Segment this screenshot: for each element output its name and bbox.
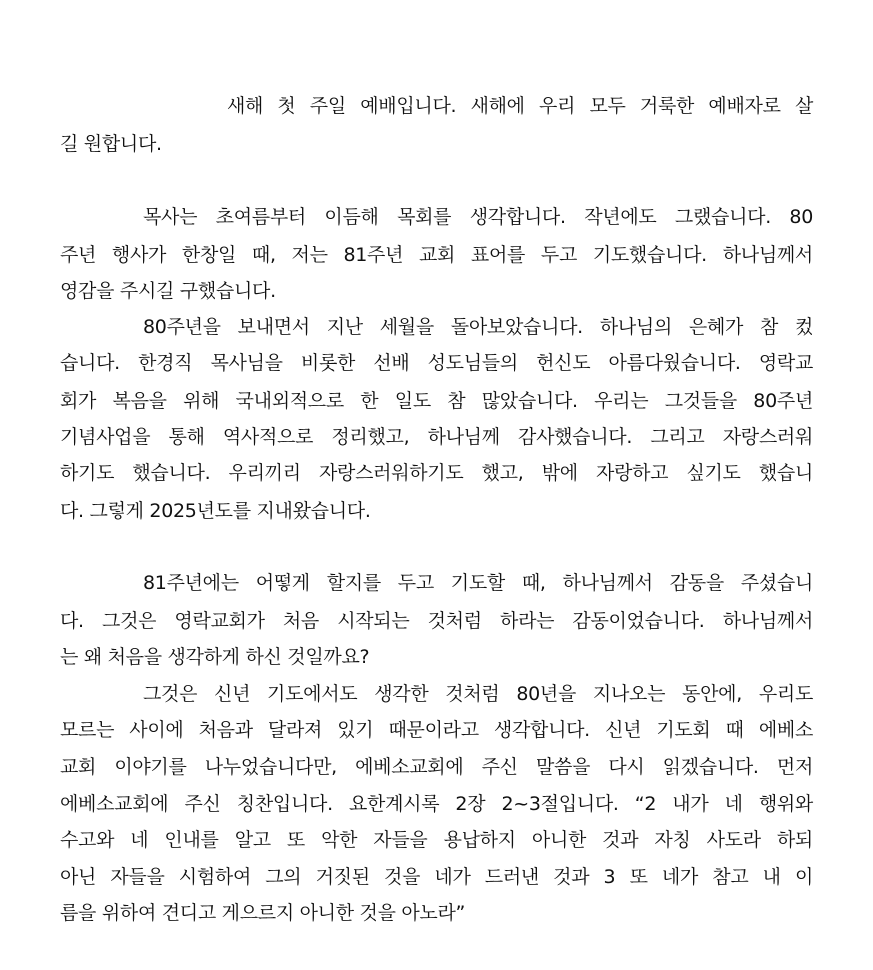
paragraph-3-line-5: 하기도 했습니다. 우리끼리 자랑스러워하기도 했고, 밖에 자랑하고 싶기도 했습니 [60,462,813,484]
paragraph-5-line-7: 름을 위하여 견디고 게으르지 아니한 것을 아노라” [60,902,466,924]
paragraph-5-line-1: 그것은 신년 기도에서도 생각한 것처럼 80년을 지나오는 동안에, 우리도 [143,683,813,705]
paragraph-3-line-2: 습니다. 한경직 목사님을 비롯한 선배 성도님들의 헌신도 아름다웠습니다. 영락교 [60,352,813,374]
paragraph-2-line-1: 목사는 초여름부터 이듬해 목회를 생각합니다. 작년에도 그랬습니다. 80 [143,206,813,228]
paragraph-5-line-6: 아닌 자들을 시험하여 그의 거짓된 것을 네가 드러낸 것과 3 또 네가 참고 내 이 [60,866,813,888]
paragraph-2-line-2: 주년 행사가 한창일 때, 저는 81주년 교회 표어를 두고 기도했습니다. 하나님께서 [60,244,813,266]
paragraph-5-line-5: 수고와 네 인내를 알고 또 악한 자들을 용납하지 아니한 것과 자칭 사도라 하되 [60,829,813,851]
paragraph-1-line-1: 새해 첫 주일 예배입니다. 새해에 우리 모두 거룩한 예배자로 살 [227,95,813,117]
paragraph-5-line-4: 에베소교회에 주신 칭찬입니다. 요한계시록 2장 2~3절입니다. “2 내가 네 행위와 [60,793,813,815]
paragraph-3-line-4: 기념사업을 통해 역사적으로 정리했고, 하나님께 감사했습니다. 그리고 자랑스러워 [60,426,813,448]
paragraph-3-line-1: 80주년을 보내면서 지난 세월을 돌아보았습니다. 하나님의 은혜가 참 컸 [143,316,813,338]
paragraph-3-line-6: 다. 그렇게 2025년도를 지내왔습니다. [60,500,371,522]
paragraph-4-line-2: 다. 그것은 영락교회가 처음 시작되는 것처럼 하라는 감동이었습니다. 하나님께서 [60,610,813,632]
paragraph-3-line-3: 회가 복음을 위해 국내외적으로 한 일도 참 많았습니다. 우리는 그것들을 80주년 [60,390,813,412]
paragraph-5-line-2: 모르는 사이에 처음과 달라져 있기 때문이라고 생각합니다. 신년 기도회 때 에베소 [60,719,813,741]
paragraph-2-line-3: 영감을 주시길 구했습니다. [60,280,276,302]
paragraph-5-line-3: 교회 이야기를 나누었습니다만, 에베소교회에 주신 말씀을 다시 읽겠습니다. 먼저 [60,756,813,778]
paragraph-4-line-3: 는 왜 처음을 생각하게 하신 것일까요? [60,646,370,668]
paragraph-1-line-2: 길 원합니다. [60,133,162,155]
paragraph-4-line-1: 81주년에는 어떻게 할지를 두고 기도할 때, 하나님께서 감동을 주셨습니 [143,572,813,594]
